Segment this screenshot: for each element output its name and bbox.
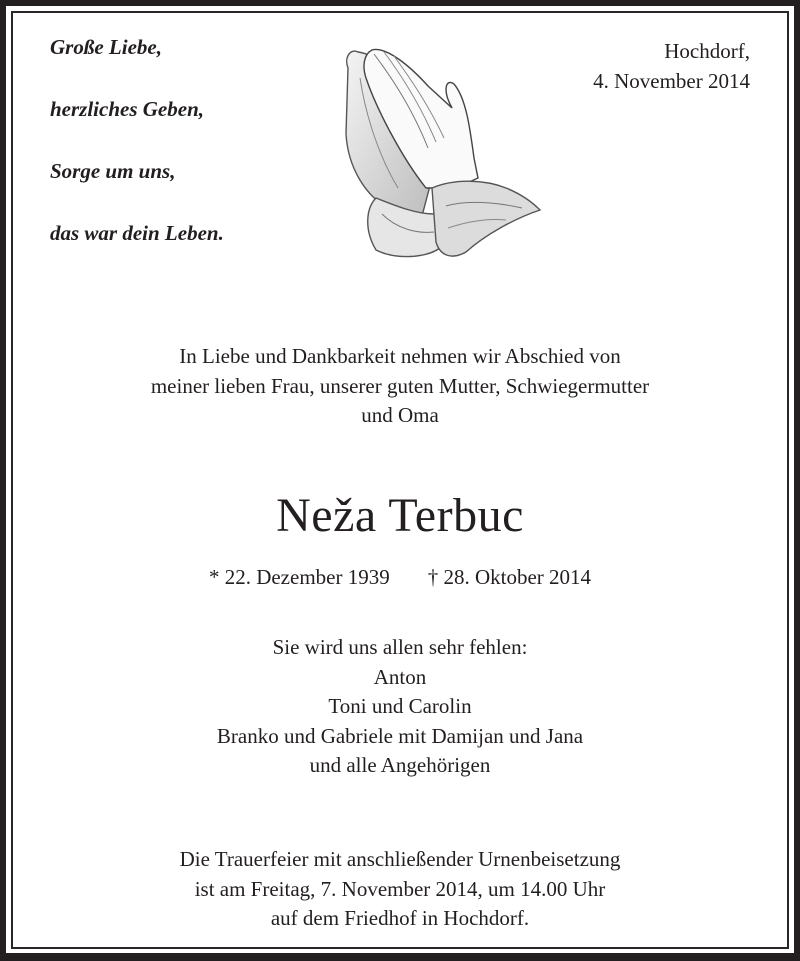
date: 4. November 2014 (593, 69, 750, 93)
place-date (593, 36, 750, 96)
deceased-name: Neža Terbuc (276, 489, 524, 542)
place: Hochdorf, (664, 39, 750, 63)
poem-line: das war dein Leben. (50, 221, 224, 245)
mourner-line: Branko und Gabriele mit Damijan und Jana (216, 723, 584, 748)
poem (50, 36, 224, 284)
birth-date: * 22. Dezember 1939 (208, 565, 390, 589)
service-info (6, 845, 794, 934)
intro-text (6, 342, 794, 431)
service-line: Die Trauerfeier mit anschließender Urnenbeisetzung (179, 847, 621, 871)
mourner-line: und alle Angehörigen (309, 753, 491, 777)
poem-line: Sorge um uns, (50, 159, 176, 183)
praying-hands-icon (336, 38, 542, 264)
service-line: auf dem Friedhof in Hochdorf. (270, 906, 530, 930)
mourner-line: Sie wird uns allen sehr fehlen: (272, 635, 528, 659)
mourner-line: Toni und Carolin (328, 694, 472, 718)
death-date: † 28. Oktober 2014 (427, 565, 592, 589)
intro-line: In Liebe und Dankbarkeit nehmen wir Abschied von (179, 344, 621, 368)
intro-line: und Oma (361, 403, 439, 427)
service-line: ist am Freitag, 7. November 2014, um 14.00 Uhr (194, 876, 606, 901)
obituary-card (6, 6, 794, 953)
mourner-line: Anton (373, 664, 427, 689)
life-dates (6, 562, 794, 592)
intro-line: meiner lieben Frau, unserer guten Mutter, Schwiegermutter (150, 373, 650, 398)
mourners (6, 633, 794, 781)
poem-line: herzliches Geben, (50, 97, 204, 121)
poem-line: Große Liebe, (50, 35, 162, 59)
